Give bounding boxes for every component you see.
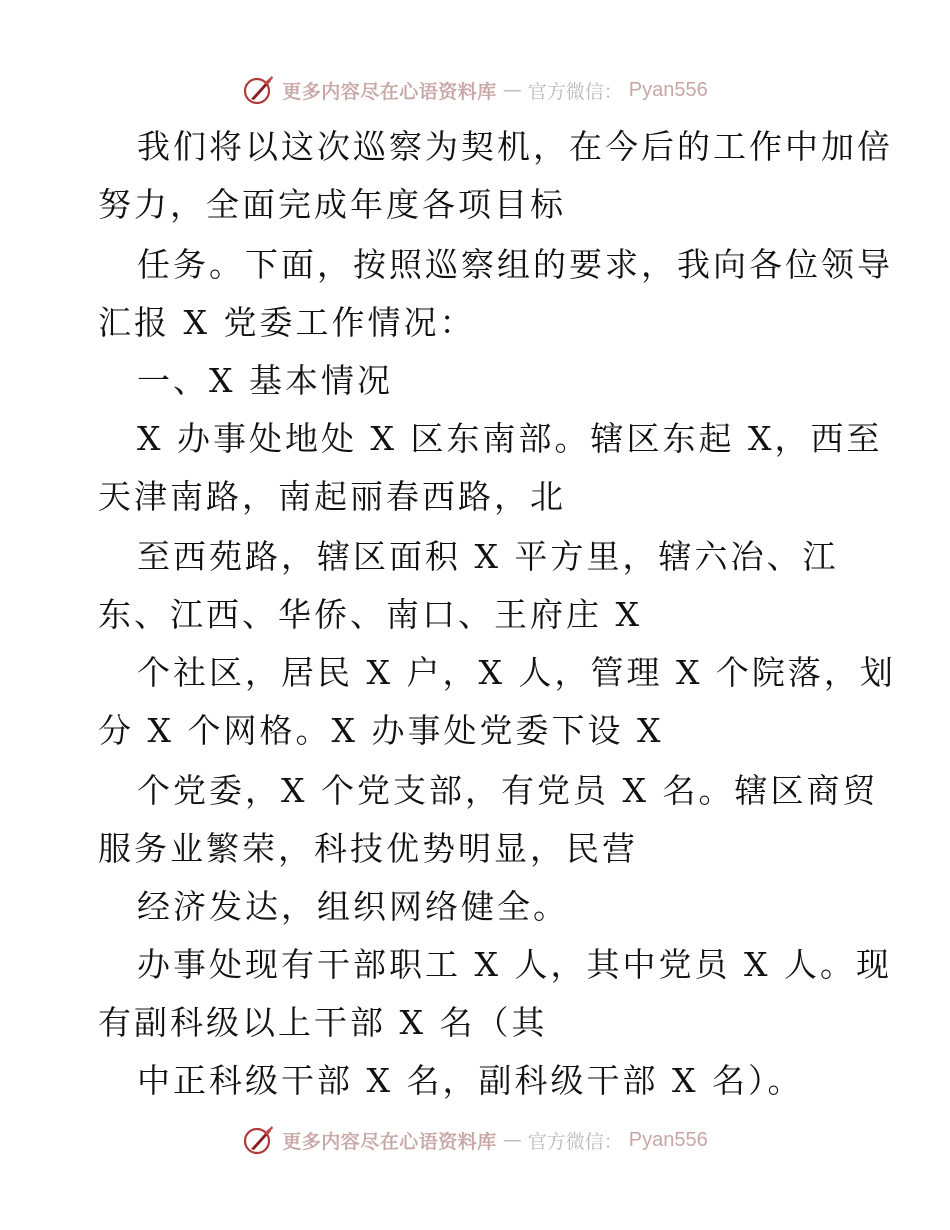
text-line: 有副科级以上干部 X 名（其 (98, 1003, 548, 1042)
watermark-separator: — (502, 79, 522, 101)
watermark-wechat-id: Pyan556 (628, 78, 708, 101)
watermark-label: 官方微信： (527, 1130, 623, 1153)
watermark-separator: — (502, 1129, 522, 1151)
watermark-wechat-id: Pyan556 (628, 1128, 708, 1151)
text-line: 个党委，X 个党支部，有党员 X 名。辖区商贸 (137, 771, 879, 810)
quill-pen-circle-icon (242, 1123, 276, 1157)
text-line: 东、江西、华侨、南口、王府庄 X (98, 595, 642, 634)
text-line: 我们将以这次巡察为契机，在今后的工作中加倍 (137, 127, 893, 166)
text-line: 汇报 X 党委工作情况： (98, 303, 476, 342)
text-line: 服务业繁荣，科技优势明显，民营 (98, 829, 638, 868)
watermark-text: 更多内容尽在心语资料库 (282, 1130, 497, 1153)
text-line: X 办事处地处 X 区东南部。辖区东起 X，西至 (137, 419, 883, 458)
header-watermark (0, 70, 950, 110)
text-line: 天津南路，南起丽春西路，北 (98, 477, 566, 516)
text-line: 中正科级干部 X 名，副科级干部 X 名）。 (137, 1061, 804, 1100)
text-line: 至西苑路，辖区面积 X 平方里，辖六冶、江 (137, 537, 839, 576)
text-line: 办事处现有干部职工 X 人，其中党员 X 人。现 (137, 945, 892, 984)
text-line: 个社区，居民 X 户，X 人，管理 X 个院落，划 (137, 653, 896, 692)
watermark-text: 更多内容尽在心语资料库 (282, 80, 497, 103)
watermark-label: 官方微信： (527, 80, 623, 103)
text-line: 任务。下面，按照巡察组的要求，我向各位领导 (137, 245, 893, 284)
quill-pen-circle-icon (242, 73, 276, 107)
text-line: 分 X 个网格。X 办事处党委下设 X (98, 711, 664, 750)
text-line: 努力，全面完成年度各项目标 (98, 185, 566, 224)
footer-watermark (0, 1120, 950, 1160)
text-line: 经济发达，组织网络健全。 (137, 887, 569, 926)
section-heading: 一、X 基本情况 (137, 361, 393, 400)
